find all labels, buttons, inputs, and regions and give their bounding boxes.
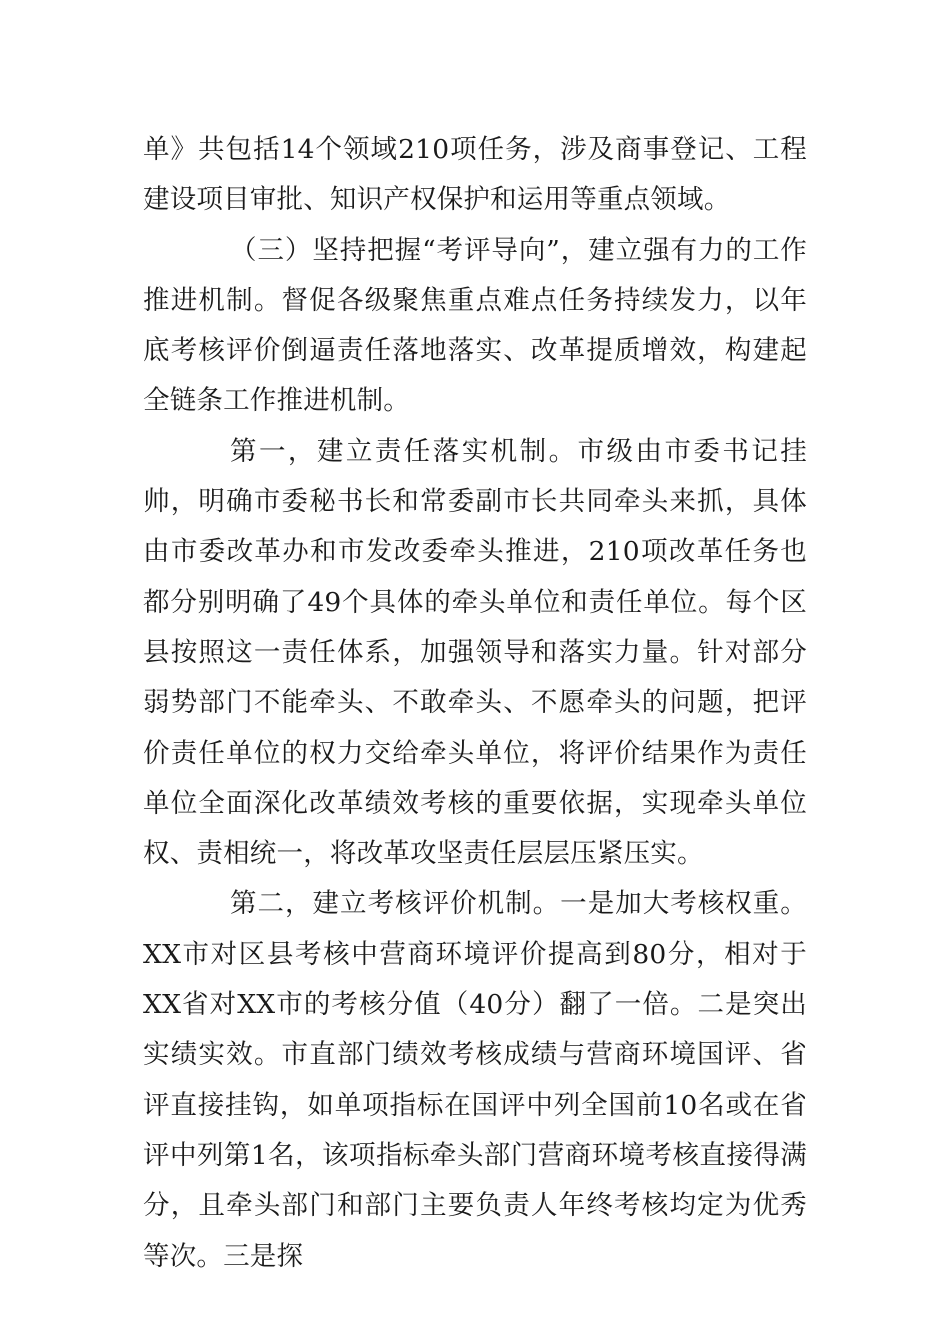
paragraph-assessment-mechanism: 第二，建立考核评价机制。一是加大考核权重。XX市对区县考核中营商环境评价提高到80分，相对于XX省对XX市的考核分值（40分）翻了一倍。二是突出实绩实效。市直部门绩效考核成绩与营商环境国评、省评直接挂钩，如单项指标在国评中列全国前10名或在省评中列第1名，该项指标牵头部门营商环境考核直接得满分，且牵头部门和部门主要负责人年终考核均定为优秀等次。三是探 — [143, 888, 807, 1272]
paragraph-section-three-heading: （三）坚持把握“考评导向”，建立强有力的工作推进机制。督促各级聚焦重点难点任务持续发力，以年底考核评价倒逼责任落地落实、改革提质增效，构建起全链条工作推进机制。 — [143, 234, 807, 417]
document-page — [143, 125, 807, 1282]
paragraph-responsibility-mechanism: 第一，建立责任落实机制。市级由市委书记挂帅，明确市委秘书长和常委副市长共同牵头来抓，具体由市委改革办和市发改委牵头推进，210项改革任务也都分别明确了49个具体的牵头单位和责任单位。每个区县按照这一责任体系，加强领导和落实力量。针对部分弱势部门不能牵头、不敢牵头、不愿牵头的问题，把评价责任单位的权力交给牵头单位，将评价结果作为责任单位全面深化改革绩效考核的重要依据，实现牵头单位权、责相统一，将改革攻坚责任层层压紧压实。 — [143, 435, 807, 870]
paragraph-scope-summary: 单》共包括14个领域210项任务，涉及商事登记、工程建设项目审批、知识产权保护和运用等重点领域。 — [143, 134, 807, 216]
